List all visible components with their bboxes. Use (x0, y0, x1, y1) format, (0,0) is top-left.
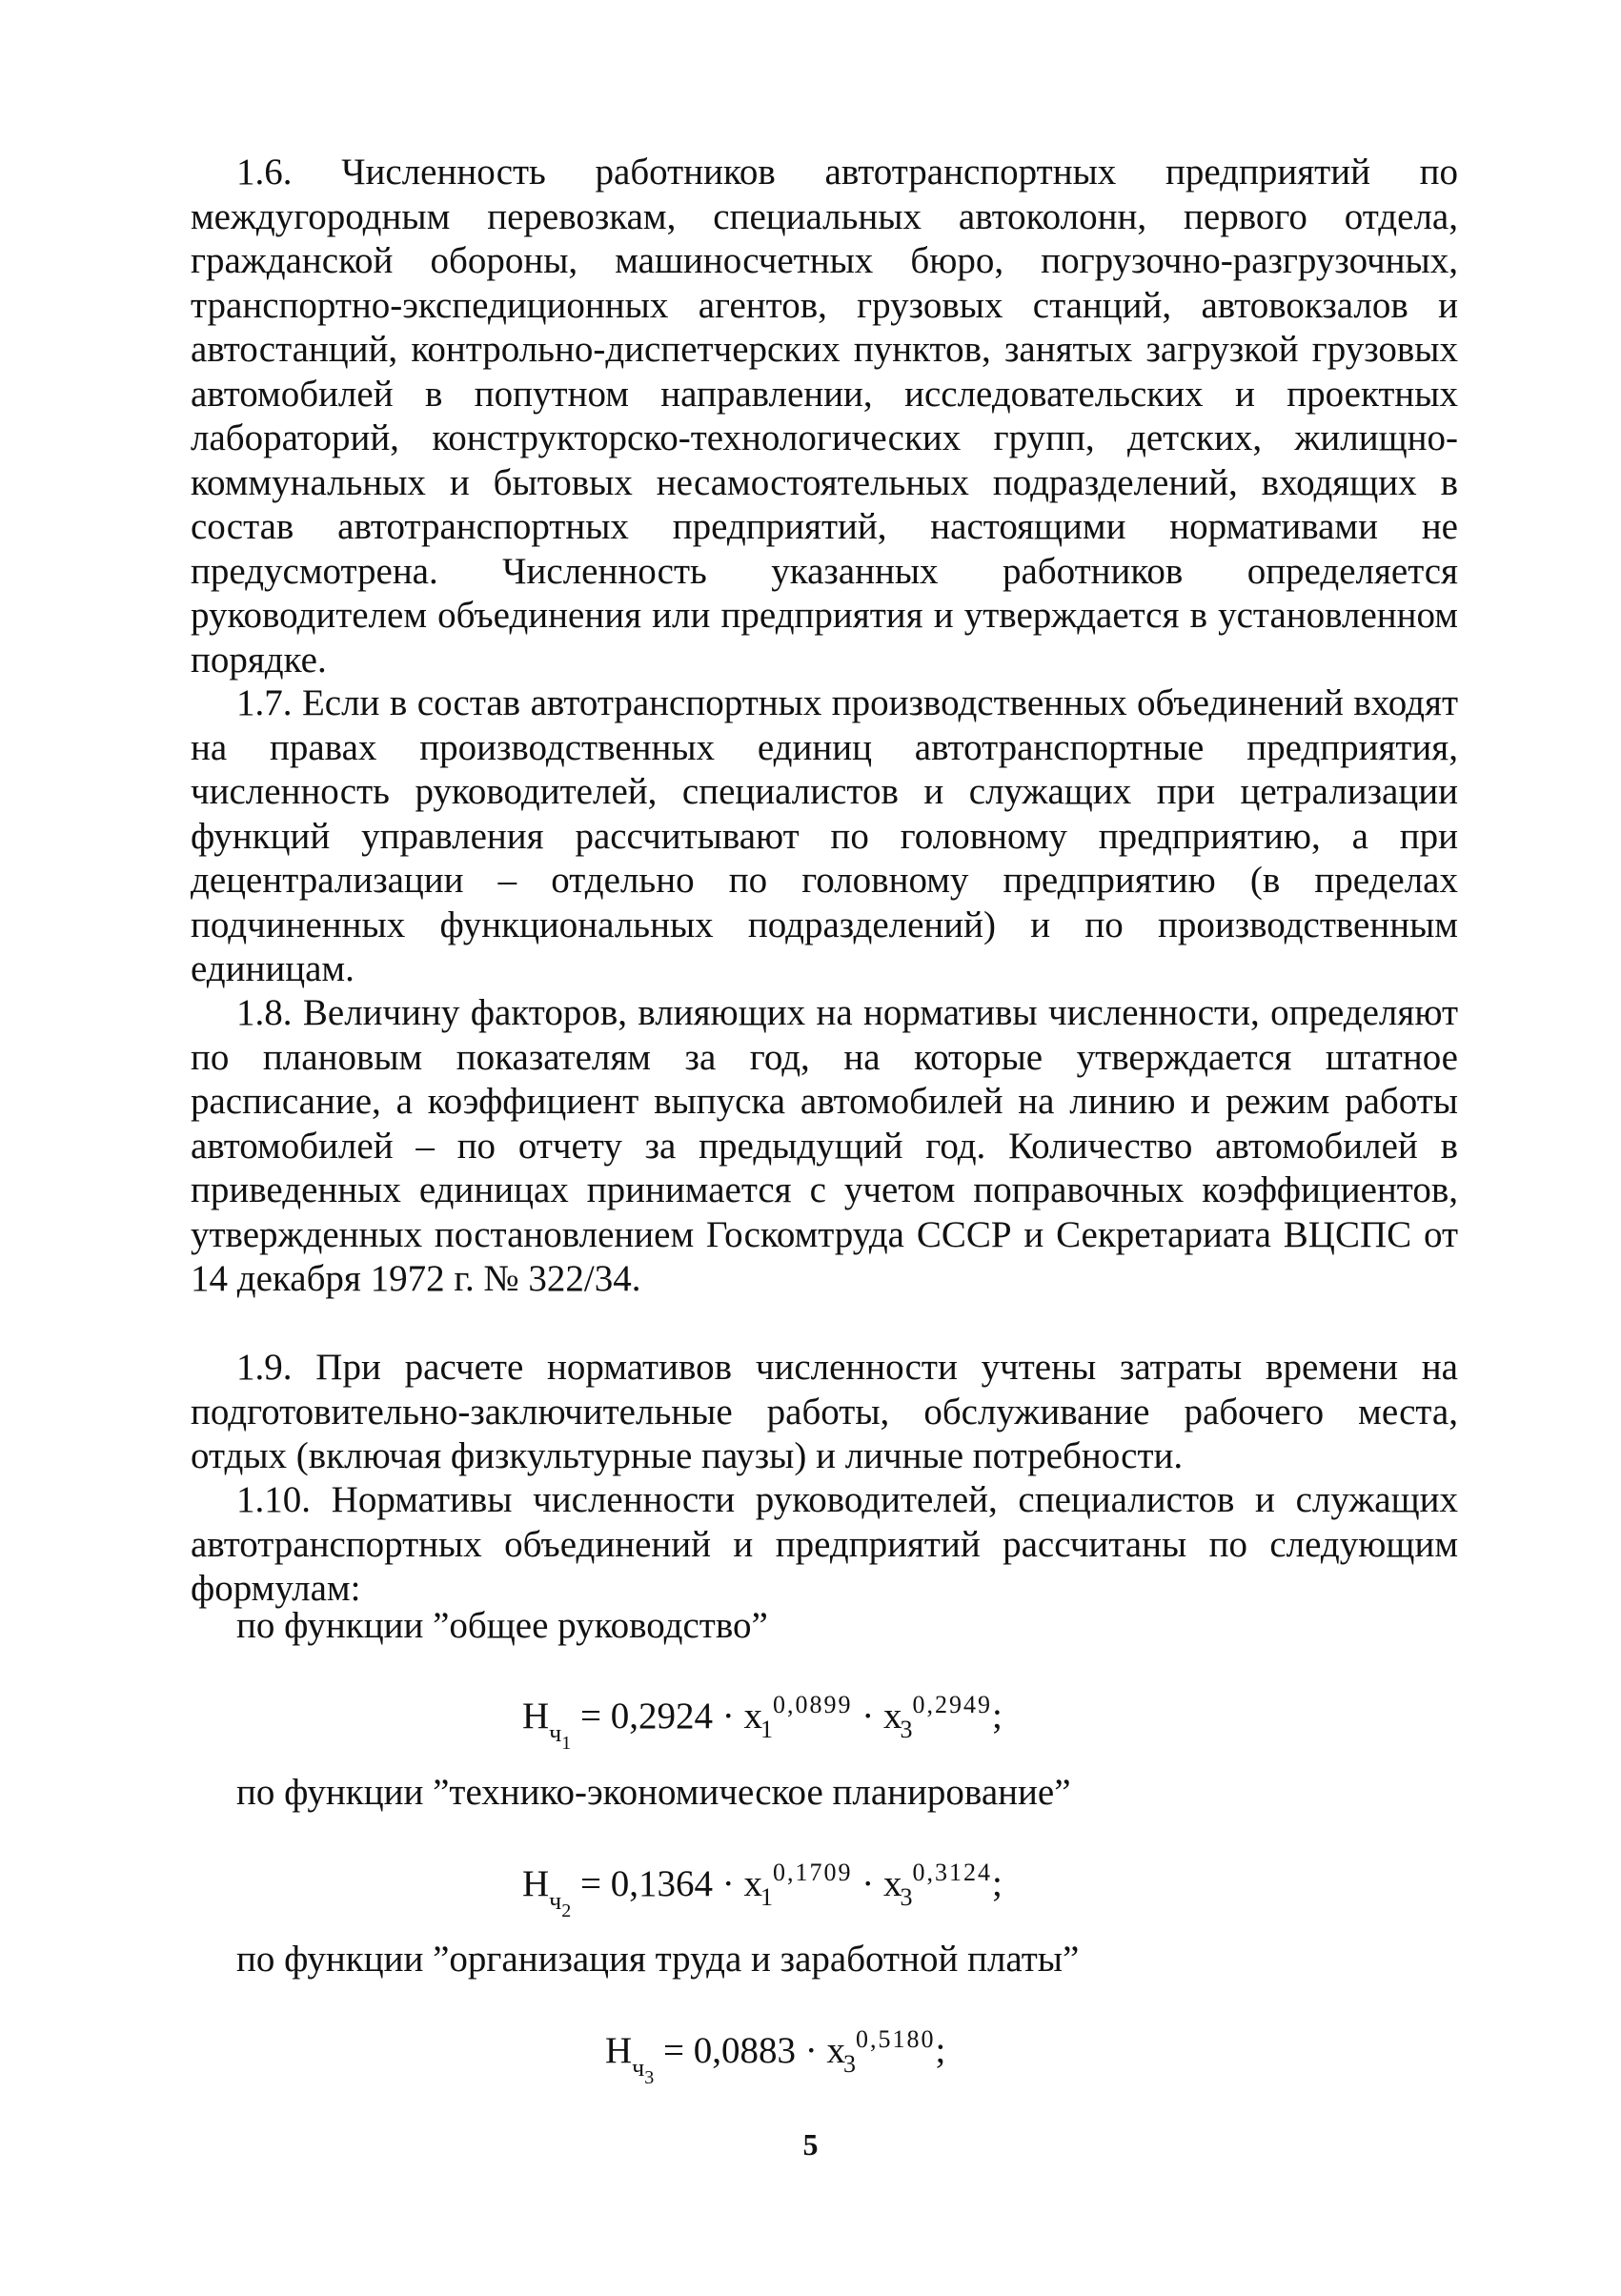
formula-1-x3: $x_3^{0,2949}$ (883, 1691, 992, 1743)
formula-3-label: по функции ”организация труда и заработной платы” (236, 1939, 1080, 1980)
formula-2-label: по функции ”технико-экономическое планирование” (236, 1772, 1071, 1813)
paragraph-1-6: 1.6. Численность работников автотранспортных предприятий по междугородным перевозкам, специальных автоколонн, первого отдела, гражданской обороны, машиносчетных бюро, погрузочно-разгрузочных, транспортно-экспедиционных агентов, грузовых станций, автовокзалов и автостанций, контрольно-диспетчерских пунктов, занятых загрузкой грузовых автомобилей в попутном направлении, исследовательских и проектных лабораторий, конструкторско-технологических групп, детских, жилищно-коммунальных и бытовых несамостоятельных подразделений, входящих в состав автотранспортных предприятий, настоящими нормативами не предусмотрена. Численность указанных работников определяется руководителем объединения или предприятия и утверждается в установленном порядке. (191, 152, 1458, 681)
formula-1-label: по функции ”общее руководство” (236, 1605, 768, 1646)
formula-2-x3: $x_3^{0,3124}$ (883, 1859, 992, 1911)
page-number: 5 (802, 2127, 819, 2162)
paragraph-1-10: 1.10. Нормативы численности руководителей, специалистов и служащих автотранспортных объединений и предприятий рассчитаны по следующим формулам: (191, 1479, 1458, 1609)
formula-2-x1: $x_1^{0,1709}$ (743, 1859, 853, 1911)
paragraph-1-9: 1.9. При расчете нормативов численности учтены затраты времени на подготовительно-заключительные работы, обслуживание рабочего места, отдых (включая физкультурные паузы) и личные потребности. (191, 1347, 1458, 1476)
formula-1: $Н_{ч_1} = 0,2924 \cdot x_1^{0,0899} \cdot x_3^{0,2949}$; (522, 1691, 1003, 1754)
formula-1-coefficient: 0,2924 (610, 1696, 713, 1737)
paragraph-1-7: 1.7. Если в состав автотранспортных производственных объединений входят на правах производственных единиц автотранспортные предприятия, численность руководителей, специалистов и служащих при цетрализации функций управления рассчитывают по головному предприятию, а при децентрализации – отдельно по головному предприятию (в пределах подчиненных функциональных подразделений) и по производственным единицам. (191, 682, 1458, 989)
formula-1-lhs: $Н_{ч_1}$ (522, 1696, 572, 1754)
formula-3-x3: $x_3^{0,5180}$ (826, 2025, 936, 2078)
formula-2-lhs: $Н_{ч_2}$ (522, 1863, 572, 1921)
formula-3-coefficient: 0,0883 (693, 2030, 796, 2071)
formula-1-x1: $x_1^{0,0899}$ (743, 1691, 853, 1743)
formula-2: $Н_{ч_2} = 0,1364 \cdot x_1^{0,1709} \cdot x_3^{0,3124}$; (522, 1859, 1003, 1921)
formula-3: $Н_{ч_3} = 0,0883 \cdot x_3^{0,5180}$; (605, 2025, 946, 2088)
formula-2-coefficient: 0,1364 (610, 1863, 713, 1904)
paragraph-1-8: 1.8. Величину факторов, влияющих на нормативы численности, определяют по плановым показателям за год, на которые утверждается штатное расписание, а коэффициент выпуска автомобилей на линию и режим работы автомобилей – по отчету за предыдущий год. Количество автомобилей в приведенных единицах принимается с учетом поправочных коэффициентов, утвержденных постановлением Госкомтруда СССР и Секретариата ВЦСПС от 14 декабря 1972 г. № 322/34. (191, 992, 1458, 1299)
formula-3-lhs: $Н_{ч_3}$ (605, 2030, 655, 2088)
